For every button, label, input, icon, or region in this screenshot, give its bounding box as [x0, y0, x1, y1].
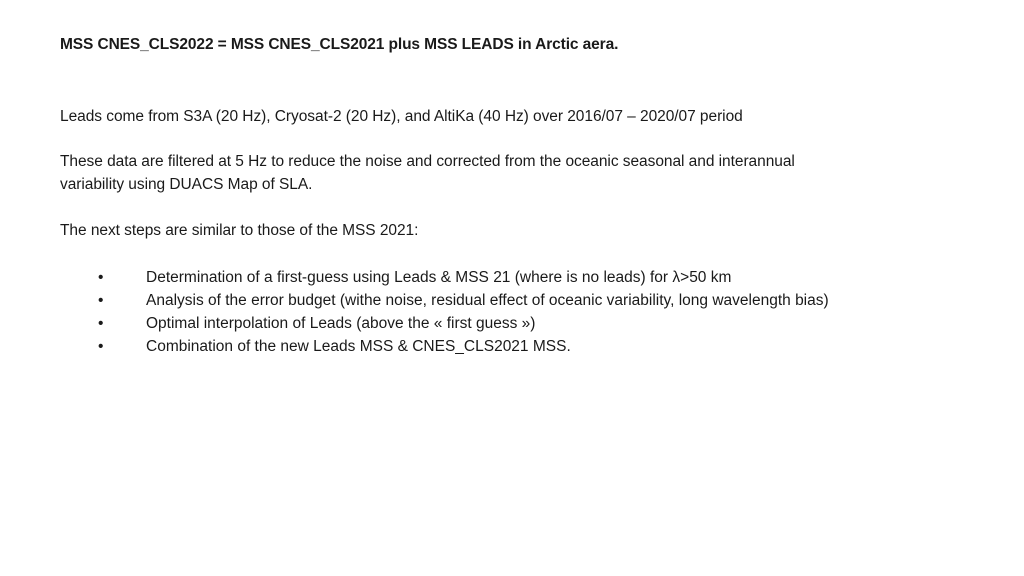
bullet-marker: • [98, 292, 104, 309]
bullet-list [60, 266, 860, 358]
bullet-marker: • [98, 315, 104, 332]
paragraph-next-steps: The next steps are similar to those of the MSS 2021: [60, 222, 419, 239]
list-item-text: Combination of the new Leads MSS & CNES_CLS2021 MSS. [146, 338, 571, 355]
paragraph-filtering: These data are filtered at 5 Hz to reduce the noise and corrected from the oceanic seasonal and interannual variability using DUACS Map of SLA. [60, 153, 795, 193]
list-item [60, 335, 860, 358]
list-item-text: Optimal interpolation of Leads (above the « first guess ») [146, 315, 536, 332]
bullet-marker: • [98, 338, 104, 355]
slide-title: MSS CNES_CLS2022 = MSS CNES_CLS2021 plus MSS LEADS in Arctic aera. [60, 36, 619, 53]
list-item-text: Determination of a first-guess using Leads & MSS 21 (where is no leads) for λ>50 km [146, 269, 732, 286]
bullet-marker: • [98, 269, 104, 286]
list-item-text: Analysis of the error budget (withe noise, residual effect of oceanic variability, long wavelength bias) [146, 292, 829, 309]
list-item [60, 289, 860, 312]
paragraph-leads-sources: Leads come from S3A (20 Hz), Cryosat-2 (20 Hz), and AltiKa (40 Hz) over 2016/07 – 2020/07 period [60, 108, 743, 125]
list-item [60, 266, 860, 289]
list-item [60, 312, 860, 335]
